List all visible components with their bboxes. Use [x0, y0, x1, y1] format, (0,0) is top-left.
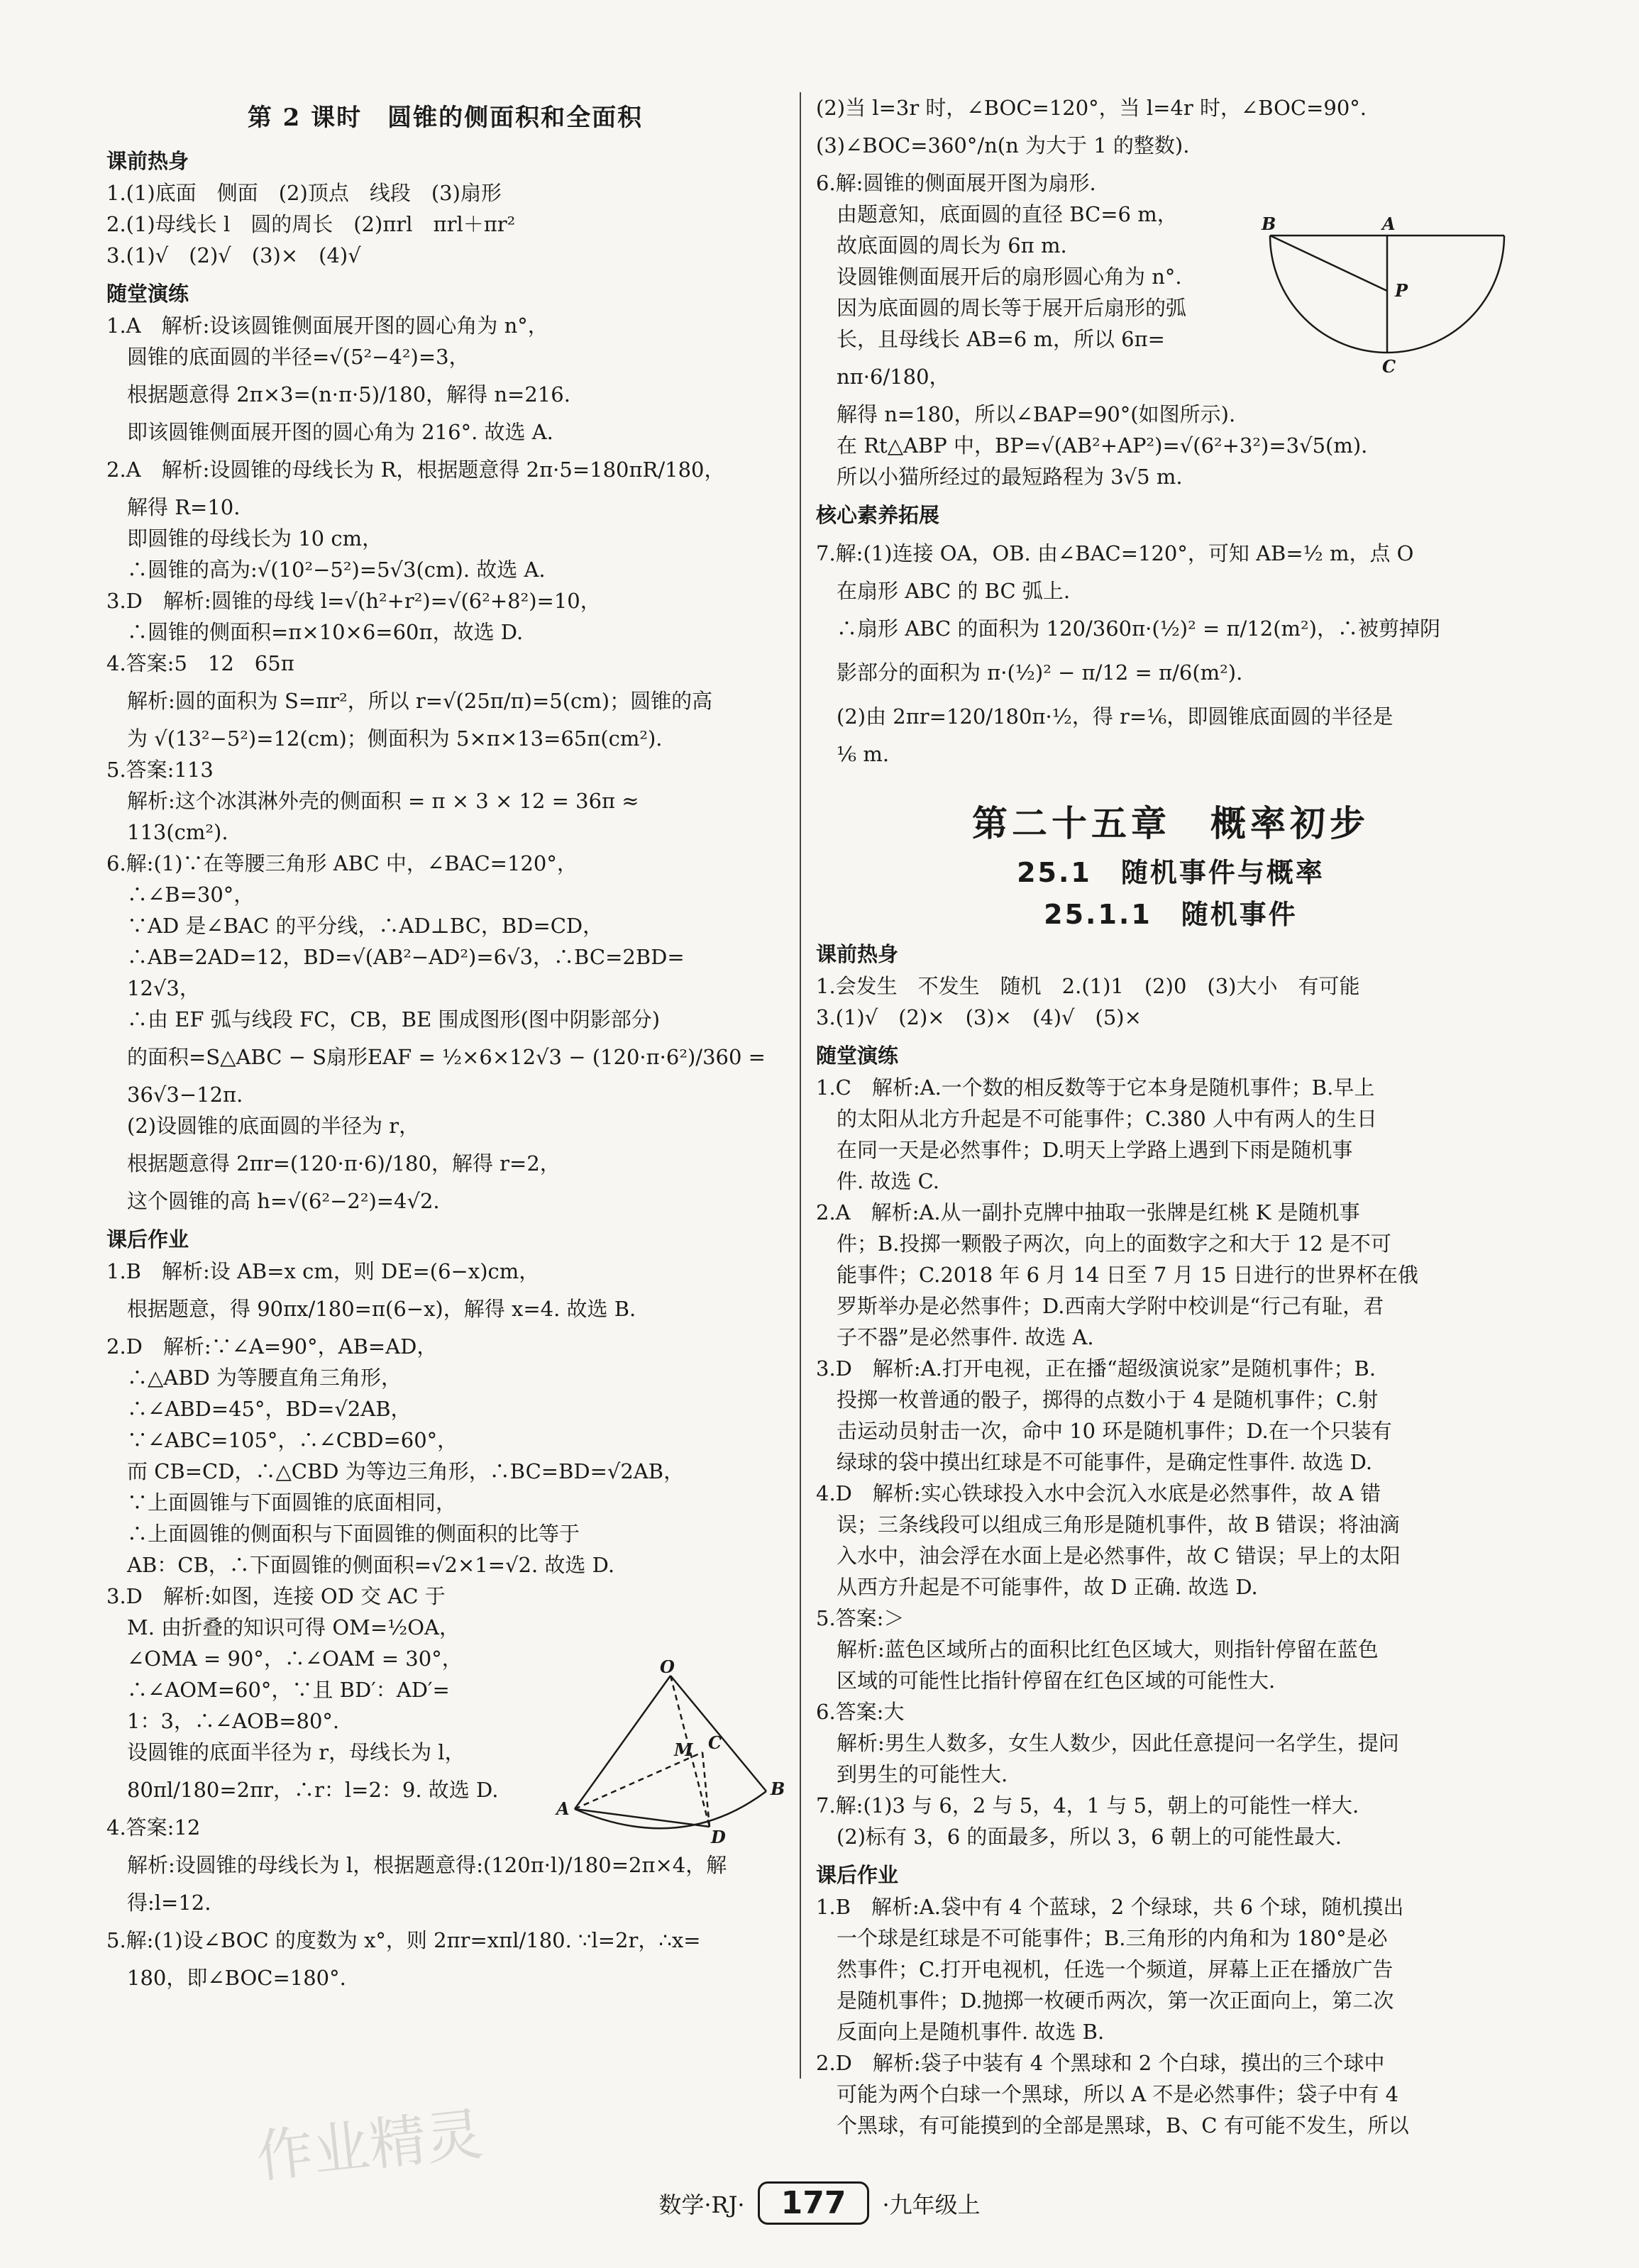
answer-line: nπ·6/180，	[816, 365, 950, 389]
answer-line: 罗斯举办是必然事件；D.西南大学附中校训是“行己有耻，君	[816, 1294, 1384, 1318]
semicircle-figure	[1256, 213, 1525, 376]
answer-line: (3)∠BOC=360°/n(n 为大于 1 的整数).	[816, 133, 1190, 157]
answer-line: 113(cm²).	[106, 820, 228, 844]
point-label: B	[1262, 214, 1276, 234]
answer-line: 然事件；C.打开电视机，任选一个频道，屏幕上正在播放广告	[816, 1957, 1394, 1981]
answer-line: 根据题意，得 90πx/180=π(6−x)，解得 x=4. 故选 B.	[106, 1297, 636, 1321]
answer-line: 可能为两个白球一个黑球，所以 A 不是必然事件；袋子中有 4	[816, 2082, 1399, 2106]
answer-line: 1.A 解析:设该圆锥侧面展开图的圆心角为 n°，	[106, 314, 548, 338]
answer-line: 3.D 解析:如图，连接 OD 交 AC 于	[106, 1584, 446, 1608]
answer-line: 一个球是红球是不可能事件；B.三角形的内角和为 180°是必	[816, 1926, 1388, 1950]
answer-line: 根据题意得 2πr=(120·π·6)/180，解得 r=2，	[106, 1151, 561, 1176]
answer-line: 36√3−12π.	[106, 1083, 243, 1107]
answer-line: AB：CB，∴下面圆锥的侧面积=√2×1=√2. 故选 D.	[106, 1553, 615, 1577]
answer-line: ⅙ m.	[816, 742, 890, 766]
answer-line: 解析:圆的面积为 S=πr²，所以 r=√(25π/π)=5(cm)；圆锥的高	[106, 689, 713, 713]
answer-line: 在同一天是必然事件；D.明天上学路上遇到下雨是随机事	[816, 1138, 1353, 1162]
answer-line: 设圆锥的底面半径为 r，母线长为 l，	[106, 1740, 465, 1764]
answer-line: 80πl/180=2πr，∴r：l=2：9. 故选 D.	[106, 1778, 499, 1802]
answer-line: ∴∠AOM=60°，∵且 BD′：AD′=	[106, 1678, 450, 1702]
answer-line: 是随机事件；D.抛掷一枚硬币两次，第一次正面向上，第二次	[816, 1988, 1394, 2013]
answer-line: ∵∠ABC=105°，∴∠CBD=60°，	[106, 1428, 458, 1452]
answer-line: 解析:蓝色区域所占的面积比红色区域大，则指针停留在蓝色	[816, 1637, 1379, 1661]
answer-line: 5.答案:＞	[816, 1606, 905, 1630]
answer-line: 击运动员射击一次，命中 10 环是随机事件；D.在一个只装有	[816, 1419, 1392, 1443]
section-core: 核心素养拓展	[816, 503, 940, 527]
point-label: C	[1382, 356, 1396, 376]
point-label: M	[674, 1739, 693, 1760]
answer-line: 能事件；C.2018 年 6 月 14 日至 7 月 15 日进行的世界杯在俄	[816, 1263, 1418, 1287]
point-label: A	[1382, 214, 1396, 234]
answer-line: 即该圆锥侧面展开图的圆心角为 216°. 故选 A.	[106, 420, 553, 444]
answer-line: ∴由 EF 弧与线段 FC，CB，BE 围成图形(图中阴影部分)	[106, 1007, 661, 1031]
answer-line: 1：3，∴∠AOB=80°.	[106, 1709, 340, 1733]
right-column	[816, 92, 1525, 2141]
answer-line: 误；三条线段可以组成三角形是随机事件，故 B 错误；将油滴	[816, 1512, 1400, 1537]
answer-line: 区域的可能性比指针停留在红色区域的可能性大.	[816, 1669, 1276, 1693]
answer-line: 由题意知，底面圆的直径 BC=6 m，	[816, 202, 1178, 226]
page-number: 177	[758, 2181, 870, 2225]
answer-line: 2.A 解析:设圆锥的母线长为 R，根据题意得 2π·5=180πR/180，	[106, 458, 725, 482]
answer-line: 反面向上是随机事件. 故选 B.	[816, 2020, 1105, 2044]
answer-line: 12√3，	[106, 976, 200, 1000]
answer-line: 7.解:(1)连接 OA，OB. 由∠BAC=120°，可知 AB=½ m，点 O	[816, 541, 1414, 565]
cone-net-figure	[553, 1660, 795, 1844]
answer-line: (2)设圆锥的底面圆的半径为 r，	[106, 1114, 420, 1138]
column-divider	[800, 92, 801, 2079]
answer-line: 4.D 解析:实心铁球投入水中会沉入水底是必然事件，故 A 错	[816, 1481, 1381, 1505]
answer-line: 2.D 解析:∵∠A=90°，AB=AD，	[106, 1334, 438, 1359]
answer-line: 2.(1)母线长 l 圆的周长 (2)πrl πrl＋πr²	[106, 212, 516, 236]
answer-line: ∴上面圆锥的侧面积与下面圆锥的侧面积的比等于	[106, 1522, 580, 1546]
answer-line: 6.解:(1)∵在等腰三角形 ABC 中，∠BAC=120°，	[106, 851, 578, 875]
answer-line: 个黑球，有可能摸到的全部是黑球，B、C 有可能不发生，所以	[816, 2113, 1409, 2137]
chapter-title: 第二十五章 概率初步	[972, 803, 1369, 844]
answer-line: ∴AB=2AD=12，BD=√(AB²−AD²)=6√3，∴BC=2BD=	[106, 945, 685, 969]
answer-line: 1.(1)底面 侧面 (2)顶点 线段 (3)扇形	[106, 181, 502, 205]
answer-line: 所以小猫所经过的最短路程为 3√5 m.	[816, 465, 1183, 489]
point-label: B	[771, 1779, 785, 1799]
section-homework: 课后作业	[106, 1227, 189, 1251]
answer-line: 解析:男生人数多，女生人数少，因此任意提问一名学生，提问	[816, 1731, 1399, 1755]
answer-line: ∴∠B=30°，	[106, 883, 255, 907]
answer-line: 解析:设圆锥的母线长为 l，根据题意得:(120π·l)/180=2π×4，解	[106, 1853, 727, 1877]
answer-line: 圆锥的底面圆的半径=√(5²−4²)=3，	[106, 345, 470, 369]
section-homework: 课后作业	[816, 1863, 899, 1887]
answer-line: 5.解:(1)设∠BOC 的度数为 x°，则 2πr=xπl/180. ∵l=2r，∴x=	[106, 1928, 701, 1952]
point-label: O	[660, 1660, 675, 1677]
answer-line: ∴∠ABD=45°，BD=√2AB，	[106, 1397, 412, 1421]
answer-line: 3.D 解析:圆锥的母线 l=√(h²+r²)=√(6²+8²)=10，	[106, 589, 601, 613]
answer-line: 7.解:(1)3 与 6，2 与 5，4，1 与 5，朝上的可能性一样大.	[816, 1793, 1359, 1818]
answer-line: 的面积=S△ABC − S扇形EAF = ½×6×12√3 − (120·π·6²)/360 =	[106, 1045, 766, 1069]
page-footer	[0, 2181, 1639, 2225]
answer-line: 即圆锥的母线长为 10 cm，	[106, 526, 383, 551]
answer-line: ∴圆锥的侧面积=π×10×6=60π，故选 D.	[106, 620, 524, 644]
section-warmup: 课前热身	[816, 942, 899, 966]
answer-line: 故底面圆的周长为 6π m.	[816, 233, 1067, 258]
answer-line: 5.答案:113	[106, 758, 214, 782]
section-title: 25.1 随机事件与概率	[1017, 857, 1325, 888]
answer-line: (2)由 2πr=120/180π·½，得 r=⅙，即圆锥底面圆的半径是	[816, 704, 1394, 729]
answer-line: 得:l=12.	[106, 1891, 211, 1915]
answer-line: 绿球的袋中摸出红球是不可能事件，是确定性事件. 故选 D.	[816, 1450, 1373, 1474]
answer-line: 6.答案:大	[816, 1700, 905, 1724]
answer-line: 2.D 解析:袋子中装有 4 个黑球和 2 个白球，摸出的三个球中	[816, 2051, 1385, 2075]
answer-line: 子不器”是必然事件. 故选 A.	[816, 1325, 1094, 1349]
answer-line: 1.B 解析:设 AB=x cm，则 DE=(6−x)cm，	[106, 1259, 540, 1283]
answer-line: 在扇形 ABC 的 BC 弧上.	[816, 579, 1071, 603]
answer-line: M. 由折叠的知识可得 OM=½OA，	[106, 1615, 460, 1639]
answer-line: 3.(1)√ (2)√ (3)× (4)√	[106, 243, 361, 267]
answer-line: 根据题意得 2π×3=(n·π·5)/180，解得 n=216.	[106, 382, 570, 406]
answer-line: 件. 故选 C.	[816, 1169, 940, 1193]
answer-line: ∵AD 是∠BAC 的平分线，∴AD⊥BC，BD=CD，	[106, 914, 604, 938]
answer-line: ∴△ABD 为等腰直角三角形，	[106, 1366, 402, 1390]
answer-line: 1.B 解析:A.袋中有 4 个蓝球，2 个绿球，共 6 个球，随机摸出	[816, 1895, 1404, 1919]
answer-line: ∴圆锥的高为:√(10²−5²)=5√3(cm). 故选 A.	[106, 558, 546, 582]
answer-line: 解析:这个冰淇淋外壳的侧面积 = π × 3 × 12 = 36π ≈	[106, 789, 639, 813]
answer-line: 为 √(13²−5²)=12(cm)；侧面积为 5×π×13=65π(cm²).	[106, 726, 663, 751]
answer-line: 设圆锥侧面展开后的扇形圆心角为 n°.	[816, 265, 1182, 289]
footer-subject: 数学·RJ·	[658, 2191, 745, 2218]
section-warmup: 课前热身	[106, 149, 189, 173]
section-drill: 随堂演练	[106, 282, 189, 306]
answer-line: 解得 n=180，所以∠BAP=90°(如图所示).	[816, 402, 1236, 426]
answer-line: 这个圆锥的高 h=√(6²−2²)=4√2.	[106, 1189, 440, 1213]
answer-line: 1.C 解析:A.一个数的相反数等于它本身是随机事件；B.早上	[816, 1075, 1375, 1100]
answer-line: 1.会发生 不发生 随机 2.(1)1 (2)0 (3)大小 有可能	[816, 974, 1360, 998]
answer-line: 从西方升起是不可能事件，故 D 正确. 故选 D.	[816, 1575, 1258, 1599]
answer-line: 影部分的面积为 π·(½)² − π/12 = π/6(m²).	[816, 660, 1243, 685]
answer-line: ∠OMA = 90°，∴∠OAM = 30°，	[106, 1647, 463, 1671]
watermark: 作业精灵	[253, 2101, 486, 2191]
answer-line: ∴扇形 ABC 的面积为 120/360π·(½)² = π/12(m²)，∴被剪掉阴	[816, 616, 1440, 641]
answer-line: 4.答案:12	[106, 1815, 201, 1840]
answer-line: 的太阳从北方升起是不可能事件；C.380 人中有两人的生日	[816, 1107, 1377, 1131]
subsection-title: 25.1.1 随机事件	[1044, 899, 1298, 930]
point-label: D	[711, 1827, 726, 1844]
point-label: C	[708, 1732, 722, 1753]
answer-line: 长，且母线长 AB=6 m，所以 6π=	[816, 327, 1165, 351]
answer-line: 6.解:圆锥的侧面展开图为扇形.	[816, 171, 1096, 195]
answer-line: 2.A 解析:A.从一副扑克牌中抽取一张牌是红桃 K 是随机事	[816, 1200, 1360, 1224]
point-label: A	[556, 1798, 570, 1819]
answer-line: 因为底面圆的周长等于展开后扇形的弧	[816, 296, 1187, 320]
answer-line: 解得 R=10.	[106, 495, 241, 519]
answer-line: 到男生的可能性大.	[816, 1762, 1008, 1786]
point-label: P	[1395, 280, 1408, 301]
section-drill: 随堂演练	[816, 1044, 899, 1068]
answer-line: 投掷一枚普通的骰子，掷得的点数小于 4 是随机事件；C.射	[816, 1388, 1379, 1412]
answer-line: 3.D 解析:A.打开电视，正在播“超级演说家”是随机事件；B.	[816, 1356, 1376, 1381]
answer-line: 件；B.投掷一颗骰子两次，向上的面数字之和大于 12 是不可	[816, 1232, 1391, 1256]
answer-line: ∵上面圆锥与下面圆锥的底面相同，	[106, 1490, 457, 1515]
answer-line: 4.答案:5 12 65π	[106, 651, 294, 675]
answer-line: 180，即∠BOC=180°.	[106, 1966, 346, 1990]
answer-line: (2)标有 3，6 的面最多，所以 3，6 朝上的可能性最大.	[816, 1825, 1342, 1849]
answer-line: (2)当 l=3r 时，∠BOC=120°，当 l=4r 时，∠BOC=90°.	[816, 96, 1367, 120]
lesson-title: 第 2 课时 圆锥的侧面积和全面积	[247, 104, 644, 132]
footer-grade: ·九年级上	[882, 2191, 981, 2218]
answer-line: 3.(1)√ (2)× (3)× (4)√ (5)×	[816, 1005, 1142, 1029]
answer-line: 入水中，油会浮在水面上是必然事件，故 C 错误；早上的太阳	[816, 1544, 1401, 1568]
answer-line: 而 CB=CD，∴△CBD 为等边三角形，∴BC=BD=√2AB，	[106, 1459, 685, 1483]
answer-line: 在 Rt△ABP 中，BP=√(AB²+AP²)=√(6²+3²)=3√5(m).	[816, 433, 1368, 458]
